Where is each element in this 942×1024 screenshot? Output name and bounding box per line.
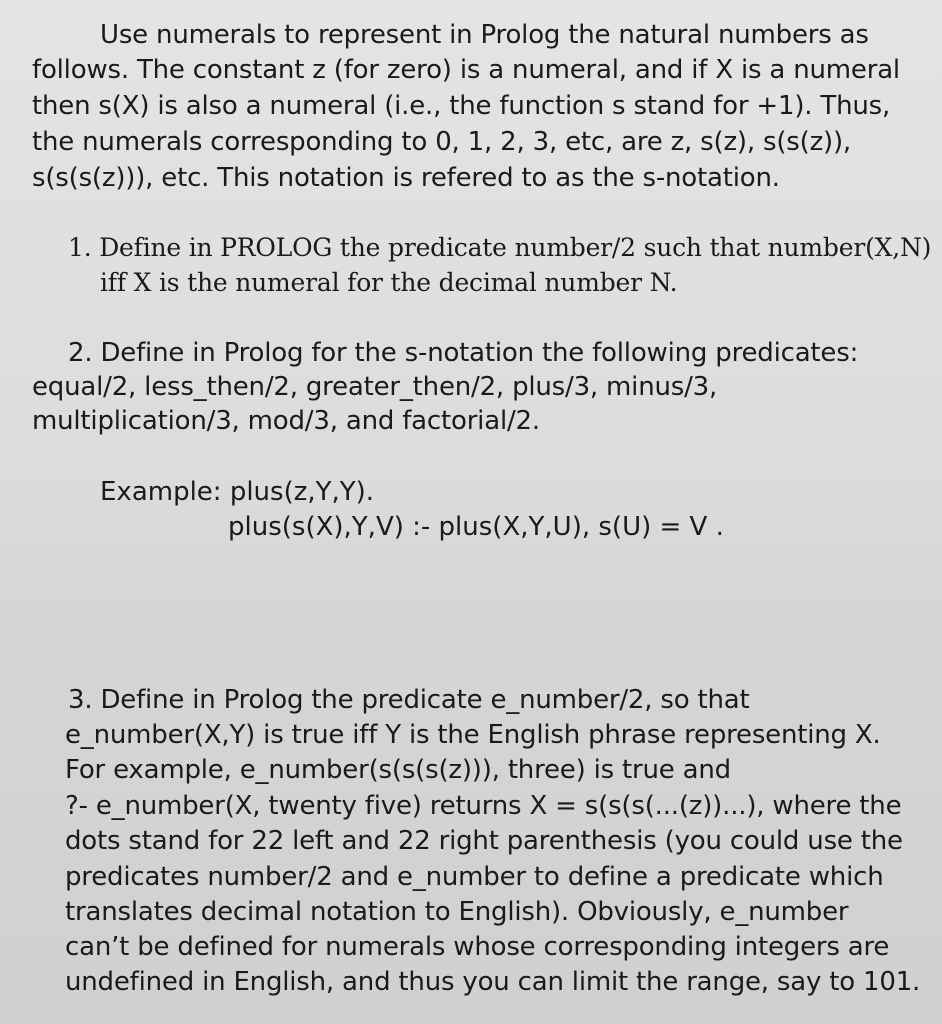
q2-example-line-2: plus(s(X),Y,V) :- plus(X,Y,U), s(U) = V . (228, 512, 724, 542)
q3-line-8: can’t be defined for numerals whose corresponding integers are (65, 932, 890, 962)
q1-line-1: 1. Define in PROLOG the predicate number/2 such that number(X,N) (68, 233, 932, 262)
q3-line-2: e_number(X,Y) is true iff Y is the English phrase representing X. (65, 720, 881, 750)
q3-line-1: 3. Define in Prolog the predicate e_number/2, so that (68, 685, 750, 715)
q3-line-3: For example, e_number(s(s(s(z))), three) is true and (65, 755, 731, 785)
q3-line-9: undefined in English, and thus you can limit the range, say to 101. (65, 967, 921, 997)
intro-line-1: Use numerals to represent in Prolog the natural numbers as (100, 20, 869, 50)
q2-line-2: equal/2, less_then/2, greater_then/2, plus/3, minus/3, (32, 372, 718, 402)
intro-line-4: the numerals corresponding to 0, 1, 2, 3, etc, are z, s(z), s(s(z)), (32, 127, 851, 157)
q3-line-6: predicates number/2 and e_number to define a predicate which (65, 862, 884, 892)
intro-line-3: then s(X) is also a numeral (i.e., the function s stand for +1). Thus, (32, 91, 891, 121)
q2-line-3: multiplication/3, mod/3, and factorial/2. (32, 406, 540, 436)
q2-example-line-1: Example: plus(z,Y,Y). (100, 477, 375, 507)
intro-line-2: follows. The constant z (for zero) is a numeral, and if X is a numeral (32, 55, 900, 85)
q1-line-2: iff X is the numeral for the decimal number N. (100, 268, 678, 297)
q3-line-4: ?- e_number(X, twenty five) returns X = s(s(s(...(z))...), where the (65, 791, 902, 821)
q3-line-5: dots stand for 22 left and 22 right parenthesis (you could use the (65, 826, 903, 856)
q3-line-7: translates decimal notation to English). Obviously, e_number (65, 897, 849, 927)
intro-line-5: s(s(s(z))), etc. This notation is refered to as the s-notation. (32, 163, 780, 193)
q2-line-1: 2. Define in Prolog for the s-notation the following predicates: (68, 338, 859, 368)
